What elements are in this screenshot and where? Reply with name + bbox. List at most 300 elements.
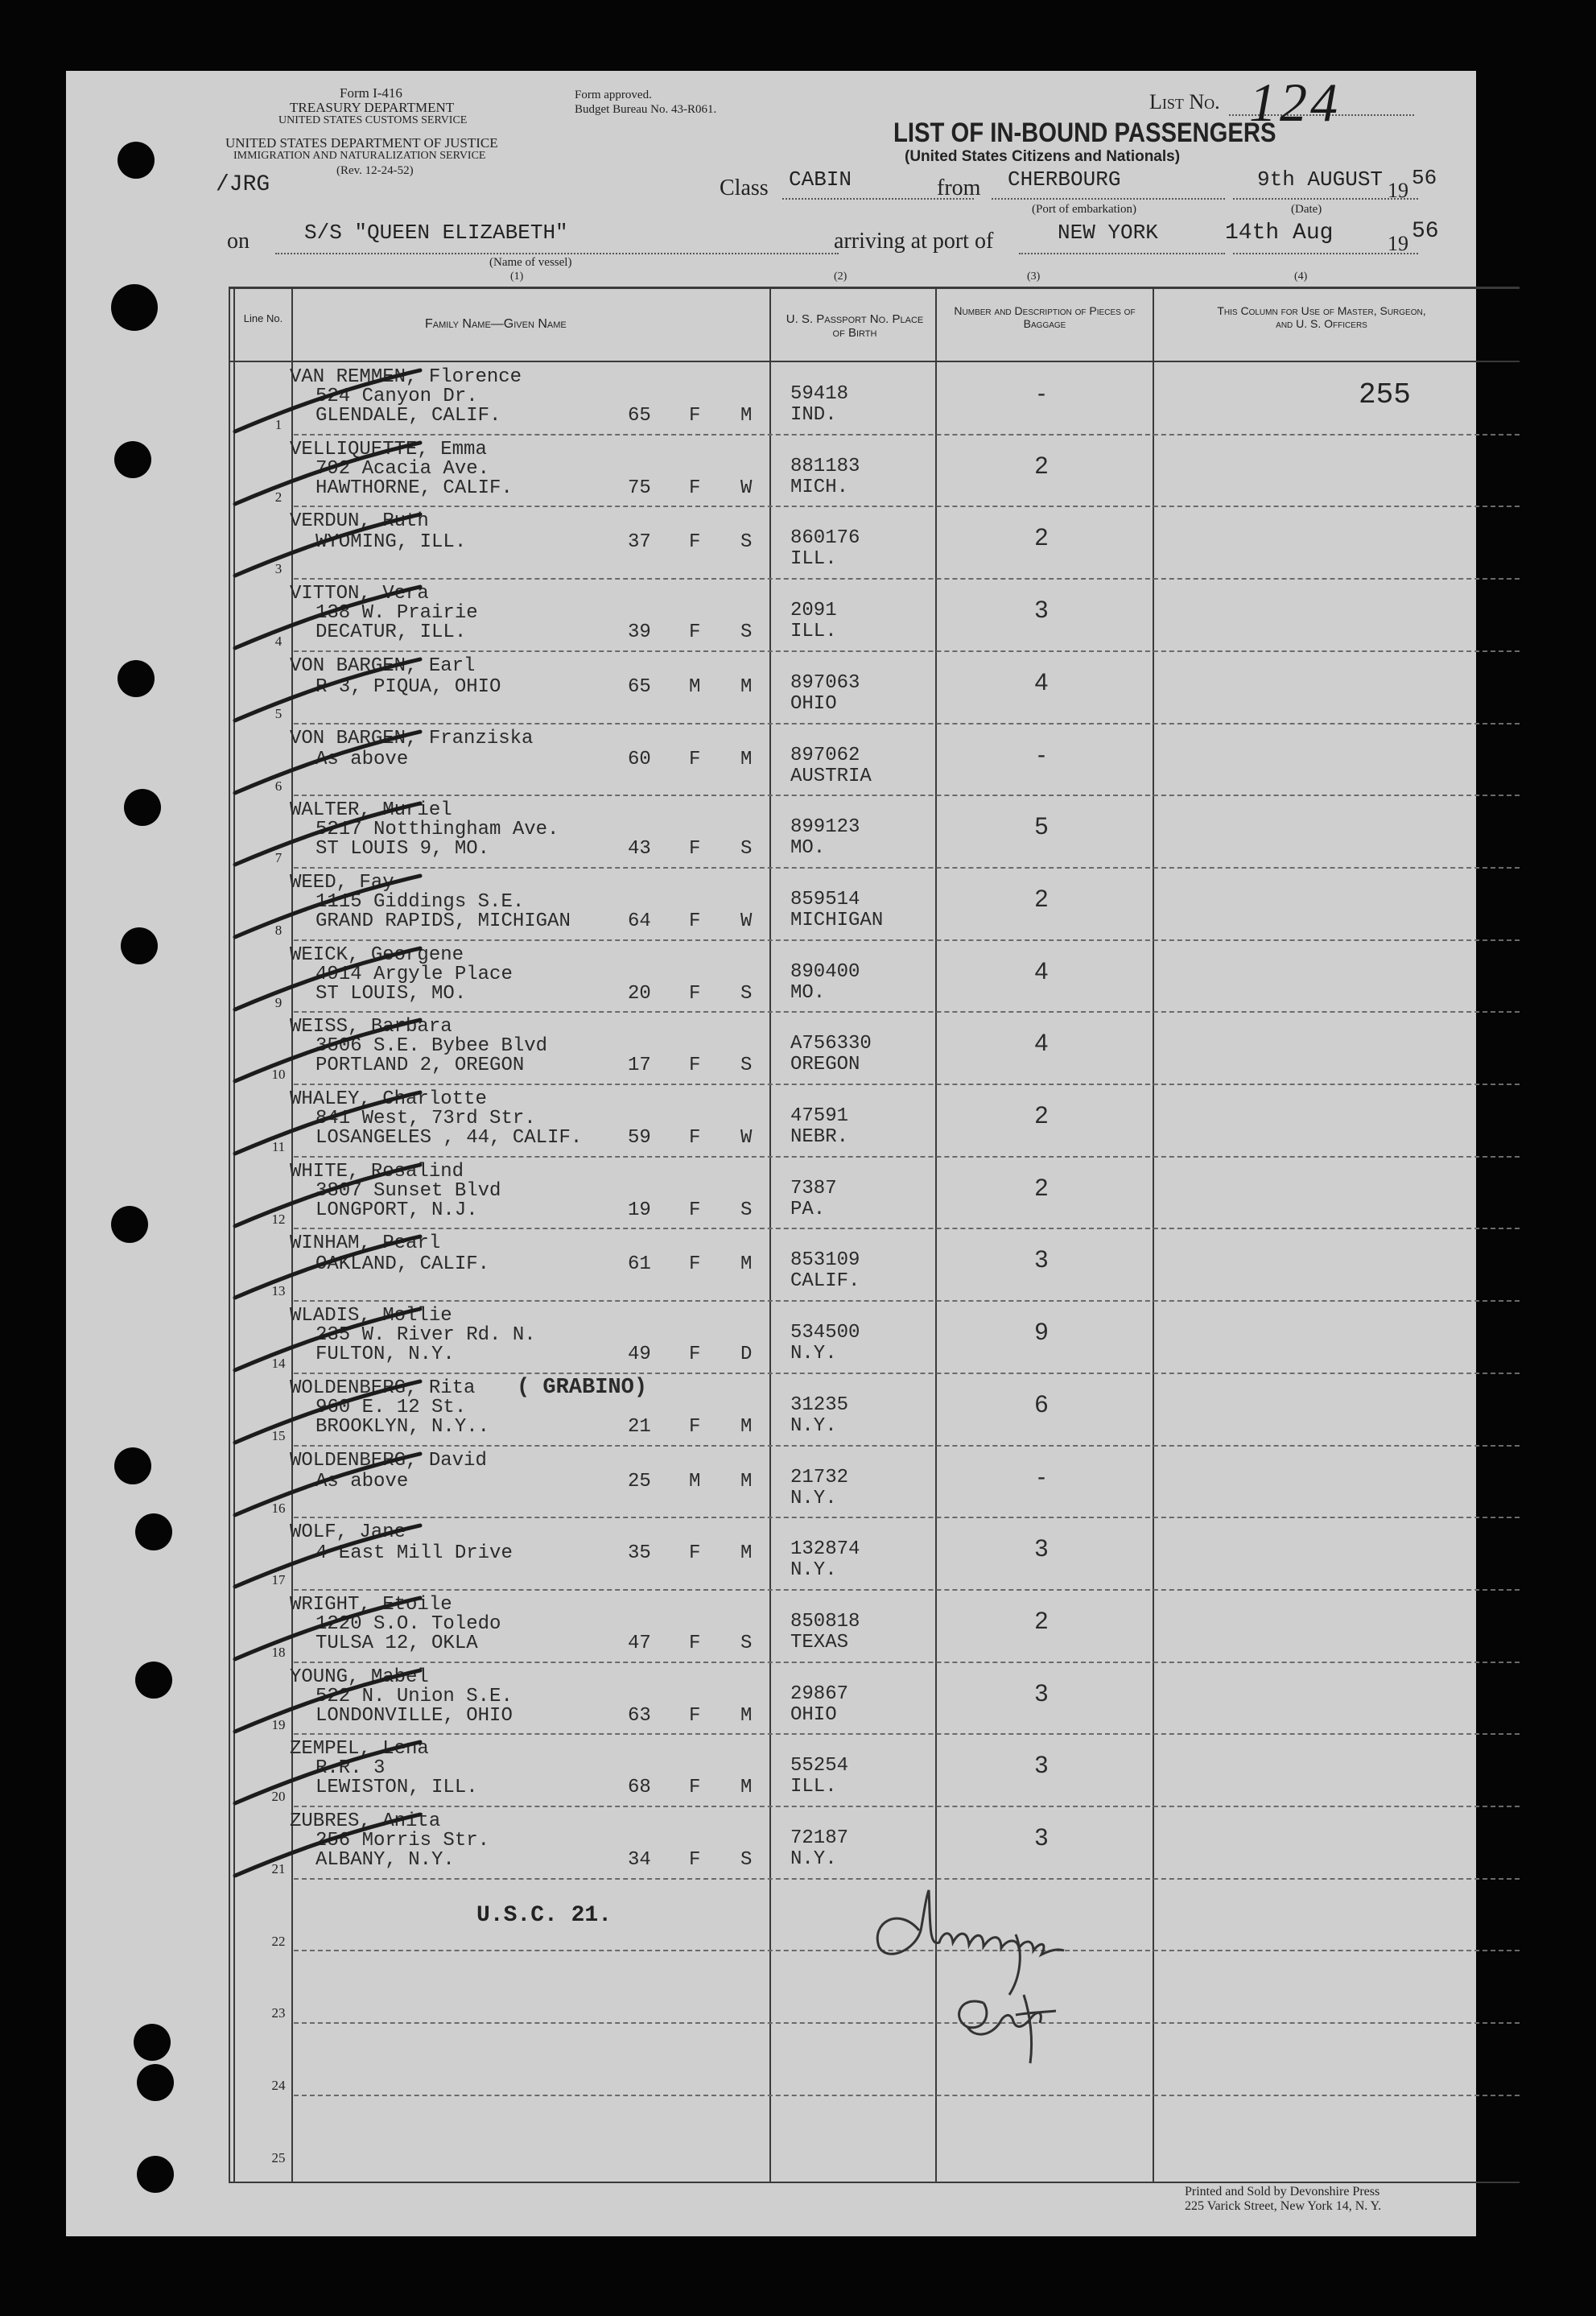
punch-hole <box>114 441 151 478</box>
passenger-name: WOLDENBERG, David <box>290 1449 487 1472</box>
marital-status: S <box>740 1055 753 1077</box>
marital-status: S <box>740 531 753 554</box>
form-revision: (Rev. 12-24-52) <box>336 164 414 177</box>
place-of-birth: NEBR. <box>790 1126 849 1148</box>
passport-number: 29867 <box>790 1682 849 1705</box>
line-number: 22 <box>271 1933 286 1949</box>
passport-number: 897062 <box>790 744 860 766</box>
row-rule <box>294 578 1520 580</box>
vessel-line <box>275 253 839 254</box>
check-stroke <box>227 367 436 440</box>
row-rule <box>294 1011 1520 1013</box>
city-line: LONDONVILLE, OHIO <box>315 1704 513 1727</box>
address-line: 1115 Giddings S.E. <box>315 890 525 913</box>
row-rule <box>294 1228 1520 1229</box>
sex: F <box>689 910 701 932</box>
line-number: 20 <box>271 1789 286 1805</box>
check-stroke <box>227 1595 436 1667</box>
baggage-count: 5 <box>1034 813 1049 840</box>
check-stroke <box>227 1017 436 1089</box>
embark-port: CHERBOURG <box>1008 167 1121 192</box>
passport-number: 897063 <box>790 671 860 694</box>
address-line: 524 Canyon Dr. <box>315 386 478 407</box>
passport-number: 72187 <box>790 1827 849 1849</box>
manifest-page <box>66 71 1476 2236</box>
baggage-count: 2 <box>1034 1607 1049 1634</box>
city-line: TULSA 12, OKLA <box>315 1632 478 1654</box>
place-of-birth: OHIO <box>790 1703 837 1726</box>
check-stroke <box>227 1306 436 1378</box>
place-of-birth: MO. <box>790 837 826 860</box>
passenger-name: WINHAM, Pearl <box>290 1232 441 1255</box>
city-line: ST LOUIS, MO. <box>315 982 467 1005</box>
baggage-count: 3 <box>1034 597 1049 624</box>
passenger-name: WEED, Fay <box>290 871 394 894</box>
on-label: on <box>227 229 250 254</box>
place-of-birth: ILL. <box>790 621 837 643</box>
place-of-birth: OREGON <box>790 1054 860 1076</box>
place-of-birth: N.Y. <box>790 1414 837 1437</box>
col-num-2: (2) <box>834 270 847 283</box>
address-line: 5217 Notthingham Ave. <box>315 819 559 841</box>
sex: F <box>689 1199 701 1221</box>
arrival-port-line <box>1019 253 1225 254</box>
line-number: 21 <box>271 1861 286 1876</box>
place-of-birth: PA. <box>790 1198 826 1220</box>
baggage-count: 3 <box>1034 1535 1049 1563</box>
marital-status: W <box>740 1127 753 1149</box>
city-line: OAKLAND, CALIF. <box>315 1253 490 1276</box>
punch-hole <box>114 1447 151 1484</box>
line-number: 1 <box>274 417 282 432</box>
punch-hole <box>111 284 158 331</box>
line-number: 13 <box>271 1283 286 1299</box>
line-number: 4 <box>274 634 282 650</box>
city-line: R 3, PIQUA, OHIO <box>315 675 501 698</box>
age: 65 <box>628 675 651 698</box>
class-value: CABIN <box>789 167 852 192</box>
form-number: Form I-416 <box>340 85 402 101</box>
punch-hole <box>111 1206 148 1243</box>
dept-treasury: TREASURY DEPARTMENT <box>290 100 455 115</box>
check-stroke <box>227 440 436 512</box>
row-rule <box>294 1156 1520 1158</box>
marital-status: M <box>740 675 753 698</box>
marital-status: M <box>740 1415 753 1438</box>
address-line: 256 Morris Str. <box>315 1830 490 1852</box>
embark-year-suffix: 56 <box>1412 166 1437 190</box>
marital-status: M <box>740 1542 753 1565</box>
age: 35 <box>628 1542 651 1565</box>
row-rule <box>294 1589 1520 1591</box>
city-line: WYOMING, ILL. <box>315 531 467 554</box>
sex: F <box>689 1849 701 1871</box>
age: 47 <box>628 1632 651 1654</box>
row-rule <box>294 723 1520 725</box>
punch-hole <box>135 1662 172 1699</box>
place-of-birth: N.Y. <box>790 1559 837 1582</box>
age: 21 <box>628 1415 651 1438</box>
passenger-name: VON BARGEN, Earl <box>290 654 476 677</box>
age: 17 <box>628 1055 651 1077</box>
marital-status: S <box>740 1632 753 1654</box>
passenger-name: WOLF, Jane <box>290 1521 406 1544</box>
line-number: 6 <box>274 778 282 794</box>
col-num-4: (4) <box>1294 270 1308 283</box>
city-line: HAWTHORNE, CALIF. <box>315 477 513 499</box>
sex: F <box>689 1253 701 1276</box>
baggage-count: 4 <box>1034 668 1049 696</box>
arrival-year-suffix: 56 <box>1412 219 1439 244</box>
col-num-3: (3) <box>1027 270 1041 283</box>
passport-number: 7387 <box>790 1177 837 1199</box>
passport-number: 534500 <box>790 1322 860 1344</box>
place-of-birth: TEXAS <box>790 1631 849 1653</box>
passenger-name: WRIGHT, Etoile <box>290 1593 452 1616</box>
budget-bureau: Budget Bureau No. 43-R061. <box>575 103 717 116</box>
header-line-no: Line No. <box>243 312 283 324</box>
address-line: 4914 Argyle Place <box>315 963 513 985</box>
passport-number: 55254 <box>790 1755 849 1777</box>
dept-justice: UNITED STATES DEPARTMENT OF JUSTICE <box>225 135 498 151</box>
passenger-name: WHALEY, Charlotte <box>290 1088 487 1110</box>
place-of-birth: CALIF. <box>790 1270 860 1293</box>
address-line: 960 E. 12 St. <box>315 1396 467 1418</box>
passport-number: 850818 <box>790 1610 860 1633</box>
line-number: 15 <box>271 1427 286 1443</box>
city-line: As above <box>315 748 409 770</box>
arriving-label: arriving at port of <box>834 229 994 254</box>
arrival-port: NEW YORK <box>1058 221 1158 245</box>
line-number: 2 <box>274 489 282 505</box>
marital-status: S <box>740 838 753 861</box>
baggage-count: 2 <box>1034 1174 1049 1201</box>
check-stroke <box>227 1811 436 1884</box>
line-number: 8 <box>274 922 282 938</box>
line-number: 9 <box>274 994 282 1010</box>
baggage-count: 4 <box>1034 1030 1049 1057</box>
line-number: 7 <box>274 850 282 866</box>
officer-signature <box>823 1874 1144 2132</box>
marital-status: M <box>740 1470 753 1492</box>
passport-number: 21732 <box>790 1466 849 1488</box>
address-line: 235 W. River Rd. N. <box>315 1324 536 1347</box>
line-number: 18 <box>271 1644 286 1660</box>
age: 37 <box>628 531 651 554</box>
header-officers: This Column for Use of Master, Surgeon, and U. S. Officers <box>1217 304 1426 330</box>
sex: F <box>689 982 701 1005</box>
header-baggage: Number and Description of Pieces of Baggage <box>954 304 1136 330</box>
address-line: 792 Acacia Ave. <box>315 457 490 480</box>
check-stroke <box>227 1162 436 1234</box>
age: 68 <box>628 1777 651 1799</box>
punch-hole <box>137 2156 174 2193</box>
passenger-name: WEISS, Barbara <box>290 1016 452 1038</box>
officer-note: 255 <box>1359 378 1411 411</box>
dept-ins: IMMIGRATION AND NATURALIZATION SERVICE <box>233 150 486 162</box>
line-number: 3 <box>274 561 282 577</box>
city-line: As above <box>315 1470 409 1492</box>
age: 43 <box>628 838 651 861</box>
line-number: 12 <box>271 1211 286 1227</box>
age: 59 <box>628 1127 651 1149</box>
passport-number: 2091 <box>790 600 837 622</box>
row-rule <box>294 1806 1520 1807</box>
baggage-count: 2 <box>1034 1102 1049 1129</box>
clerk-initials: /JRG <box>216 172 270 197</box>
marital-status: S <box>740 982 753 1005</box>
list-no-value: 124 <box>1249 72 1341 133</box>
address-line: 1220 S.O. Toledo <box>315 1612 501 1635</box>
check-stroke <box>227 1522 436 1595</box>
place-of-birth: N.Y. <box>790 1343 837 1365</box>
age: 49 <box>628 1344 651 1366</box>
passenger-name: YOUNG, Mabel <box>290 1666 429 1688</box>
sex: F <box>689 838 701 861</box>
punch-hole <box>118 142 155 179</box>
col-divider-baggage <box>1153 287 1154 2182</box>
place-of-birth: AUSTRIA <box>790 765 872 787</box>
punch-hole <box>124 789 161 826</box>
baggage-count: - <box>1037 380 1045 407</box>
passenger-name: VITTON, Vera <box>290 583 429 605</box>
row-rule <box>294 1373 1520 1374</box>
passenger-name: VELLIQUETTE, Emma <box>290 438 487 460</box>
address-line: 3807 Sunset Blvd <box>315 1179 501 1202</box>
passport-number: 853109 <box>790 1249 860 1272</box>
age: 63 <box>628 1704 651 1727</box>
arrival-date: 14th Aug <box>1225 221 1334 246</box>
baggage-count: 3 <box>1034 1752 1049 1779</box>
marital-status: D <box>740 1344 753 1366</box>
arrival-year-prefix: 19 <box>1388 232 1408 255</box>
line-number: 25 <box>271 2149 286 2165</box>
address-line: 522 N. Union S.E. <box>315 1685 513 1707</box>
check-stroke <box>227 1089 436 1162</box>
address-line: 3506 S.E. Bybee Blvd <box>315 1035 548 1058</box>
sex: F <box>689 405 701 427</box>
passenger-name: VON BARGEN, Franziska <box>290 727 534 749</box>
marital-status: M <box>740 748 753 770</box>
address-line: 841 West, 73rd Str. <box>315 1108 536 1129</box>
marital-status: S <box>740 1199 753 1221</box>
form-subtitle: (United States Citizens and Nationals) <box>905 148 1181 165</box>
embark-date: 9th AUGUST <box>1257 167 1384 192</box>
place-of-birth: N.Y. <box>790 1487 837 1509</box>
form-title: LIST OF IN-BOUND PASSENGERS <box>893 118 1276 148</box>
row-rule <box>294 1662 1520 1663</box>
punch-hole <box>121 927 158 964</box>
date-note: (Date) <box>1291 203 1322 216</box>
table-bottom-rule <box>229 2182 1520 2183</box>
check-stroke <box>227 1451 436 1523</box>
line-number: 24 <box>271 2078 286 2094</box>
age: 19 <box>628 1199 651 1221</box>
check-stroke <box>227 945 436 1018</box>
passenger-name: WLADIS, Mollie <box>290 1305 452 1327</box>
passenger-name: ZEMPEL, Lena <box>290 1738 429 1761</box>
age: 39 <box>628 621 651 644</box>
age: 61 <box>628 1253 651 1276</box>
passport-number: 890400 <box>790 960 860 983</box>
marital-status: W <box>740 910 753 932</box>
check-stroke <box>227 729 436 801</box>
passport-number: 47591 <box>790 1105 849 1127</box>
printer-line-2: 225 Varick Street, New York 14, N. Y. <box>1185 2199 1382 2213</box>
from-label: from <box>937 175 981 200</box>
passenger-name: VERDUN, Ruth <box>290 510 429 533</box>
punch-hole <box>137 2064 174 2101</box>
line-number: 16 <box>271 1500 286 1516</box>
baggage-count: - <box>1037 741 1045 768</box>
baggage-count: 6 <box>1034 1390 1049 1418</box>
list-no-label: List No. <box>1149 90 1220 114</box>
row-rule <box>294 1300 1520 1302</box>
passport-number: 899123 <box>790 816 860 839</box>
place-of-birth: MICH. <box>790 476 849 498</box>
place-of-birth: ILL. <box>790 548 837 571</box>
baggage-count: 3 <box>1034 1679 1049 1707</box>
address-line: 138 W. Prairie <box>315 602 478 625</box>
passport-number: 132874 <box>790 1538 860 1561</box>
city-line: LONGPORT, N.J. <box>315 1199 478 1221</box>
check-stroke <box>227 511 436 584</box>
line-number: 19 <box>271 1716 286 1732</box>
embark-year-prefix: 19 <box>1388 179 1408 202</box>
sex: F <box>689 477 701 499</box>
passport-number: 59418 <box>790 383 849 405</box>
printer-line-1: Printed and Sold by Devonshire Press <box>1185 2185 1380 2198</box>
city-line: DECATUR, ILL. <box>315 621 467 644</box>
passport-number: 860176 <box>790 527 860 550</box>
vessel-name: S/S "QUEEN ELIZABETH" <box>304 221 568 245</box>
passenger-name: VAN REMMEN, Florence <box>290 366 522 388</box>
passenger-name: WHITE, Rosalind <box>290 1160 464 1183</box>
check-stroke <box>227 1667 436 1740</box>
line-number: 17 <box>271 1572 286 1588</box>
form-approved: Form approved. <box>575 89 652 101</box>
place-of-birth: MICHIGAN <box>790 909 884 931</box>
line-number: 10 <box>271 1067 286 1083</box>
sex: F <box>689 1704 701 1727</box>
place-of-birth: N.Y. <box>790 1848 837 1870</box>
header-name: Family Name—Given Name <box>425 317 567 331</box>
check-stroke <box>227 1378 436 1451</box>
age: 25 <box>628 1470 651 1492</box>
city-line: GRAND RAPIDS, MICHIGAN <box>315 910 571 932</box>
from-line <box>992 198 1225 200</box>
passport-number: 859514 <box>790 888 860 910</box>
age: 34 <box>628 1849 651 1871</box>
dept-customs: UNITED STATES CUSTOMS SERVICE <box>278 114 468 126</box>
city-line: ALBANY, N.Y. <box>315 1849 455 1871</box>
city-line: BROOKLYN, N.Y.. <box>315 1415 490 1438</box>
col-divider-name <box>769 287 771 2182</box>
passenger-name: WALTER, Muriel <box>290 799 452 822</box>
class-label: Class <box>720 175 769 200</box>
age: 65 <box>628 405 651 427</box>
baggage-count: 2 <box>1034 452 1049 479</box>
age: 60 <box>628 748 651 770</box>
port-embark-note: (Port of embarkation) <box>1032 203 1136 216</box>
row-rule <box>294 1733 1520 1735</box>
address-line: R.R. 3 <box>315 1757 386 1780</box>
table-header-rule <box>229 361 1520 362</box>
punch-hole <box>118 660 155 697</box>
place-of-birth: MO. <box>790 981 826 1004</box>
marital-status: S <box>740 621 753 644</box>
baggage-count: 4 <box>1034 957 1049 985</box>
sex: M <box>689 1470 701 1492</box>
city-line: ST LOUIS 9, MO. <box>315 838 490 861</box>
city-line: LOSANGELES , 44, CALIF. <box>315 1127 583 1149</box>
place-of-birth: OHIO <box>790 692 837 715</box>
place-of-birth: IND. <box>790 404 837 426</box>
sex: F <box>689 1344 701 1366</box>
sex: M <box>689 675 701 698</box>
sex: F <box>689 1542 701 1565</box>
city-line: GLENDALE, CALIF. <box>315 405 501 427</box>
baggage-count: 2 <box>1034 885 1049 912</box>
row-rule <box>294 867 1520 869</box>
line-number: 11 <box>271 1139 286 1154</box>
city-line: LEWISTON, ILL. <box>315 1777 478 1799</box>
check-stroke <box>227 873 436 945</box>
marital-status: W <box>740 477 753 499</box>
row-rule <box>294 939 1520 941</box>
city-line: FULTON, N.Y. <box>315 1344 455 1366</box>
sex: F <box>689 1415 701 1438</box>
row-rule <box>294 795 1520 796</box>
age: 64 <box>628 910 651 932</box>
marital-status: M <box>740 1704 753 1727</box>
sex: F <box>689 531 701 554</box>
baggage-count: - <box>1037 1463 1045 1490</box>
sex: F <box>689 1127 701 1149</box>
age: 20 <box>628 982 651 1005</box>
age: 75 <box>628 477 651 499</box>
sex: F <box>689 1777 701 1799</box>
sex: F <box>689 748 701 770</box>
place-of-birth: ILL. <box>790 1776 837 1798</box>
citizen-count: U.S.C. 21. <box>476 1903 612 1928</box>
check-stroke <box>227 1739 436 1811</box>
city-line: PORTLAND 2, OREGON <box>315 1055 525 1077</box>
passport-number: A756330 <box>790 1033 872 1055</box>
header-passport: U. S. Passport No. Place of Birth <box>786 312 924 340</box>
passenger-name: ZUBRES, Anita <box>290 1810 441 1832</box>
sex: F <box>689 1055 701 1077</box>
baggage-count: 3 <box>1034 1246 1049 1274</box>
passport-number: 881183 <box>790 455 860 477</box>
check-stroke <box>227 800 436 873</box>
line-number: 5 <box>274 705 282 721</box>
row-rule <box>294 506 1520 507</box>
row-rule <box>294 434 1520 436</box>
check-stroke <box>227 656 436 729</box>
sex: F <box>689 1632 701 1654</box>
city-line: 4 East Mill Drive <box>315 1542 513 1565</box>
marital-status: S <box>740 1849 753 1871</box>
table-top-rule <box>229 287 1520 289</box>
vessel-note: (Name of vessel) <box>489 256 572 269</box>
col-num-1: (1) <box>510 270 524 283</box>
check-stroke <box>227 584 436 656</box>
passenger-name: WEICK, Georgene <box>290 943 464 966</box>
punch-hole <box>134 2024 171 2061</box>
row-rule <box>294 1517 1520 1518</box>
sex: F <box>689 621 701 644</box>
